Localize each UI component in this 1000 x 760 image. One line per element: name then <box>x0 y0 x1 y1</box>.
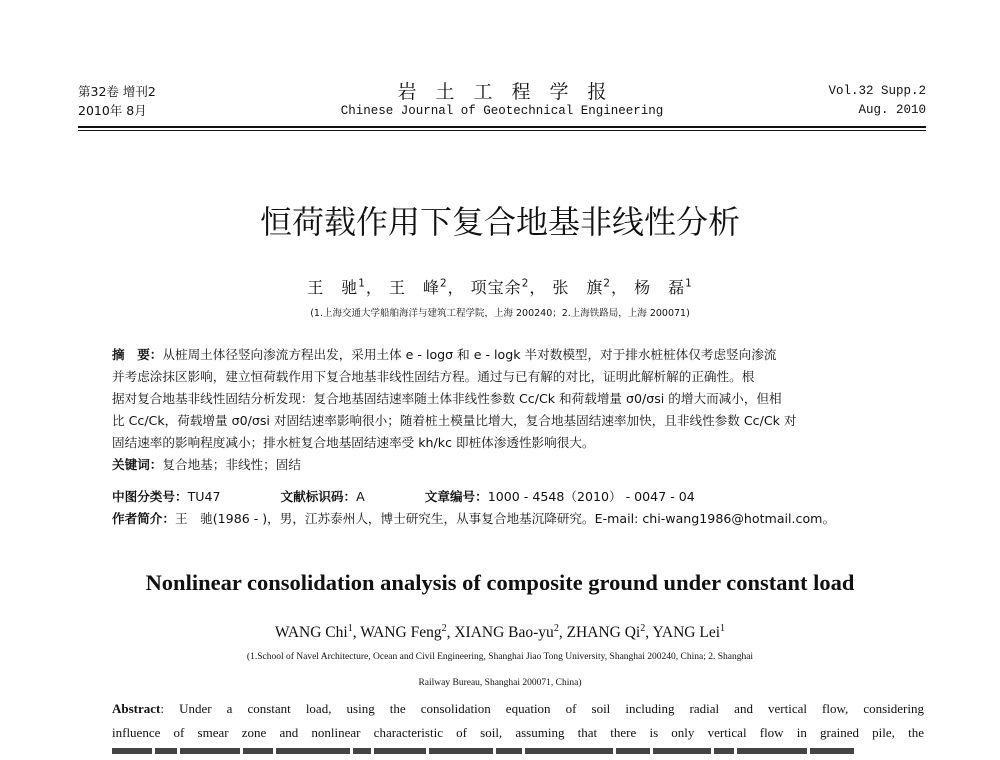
author-intro-label: 作者简介： <box>112 511 175 526</box>
author-cn: 王 峰 <box>388 278 440 297</box>
abstract-en-text-1: : Under a constant load, using the consolidation equation of soil including radial and vertical flow, considering <box>160 701 924 716</box>
author-sup: 2 <box>640 622 646 634</box>
clc-label: 中图分类号： <box>112 489 188 504</box>
abstract-cn-line: 并考虑涂抹区影响，建立恒荷载作用下复合地基非线性固结方程。通过与已有解的对比，证明此解析解的正确性。根 <box>112 369 755 384</box>
authors-en: WANG Chi$^1$, WANG Feng$^2$, XIANG Bao-$yu^2$, ZHANG Qi$^2$, YANG Lei$^1$ <box>274 622 726 641</box>
abstract-cn <box>112 344 924 476</box>
authors-cn: 王 驰$^1$， 王 峰$^2$， 项宝余$^2$， 张 旗$^2$， 杨 磊$^1$ <box>307 277 693 297</box>
author-sup: 1 <box>685 277 693 290</box>
clc-value: TU47 <box>187 489 221 504</box>
abstract-cn-line: 比 Cc/Ck，荷载增量 σ0/σsi 对固结速率影响很小；随着桩土模量比增大，复合地基固结速率加快，且非线性参数 Cc/Ck 对 <box>112 413 797 428</box>
abstract-cn-label: 摘 要： <box>112 347 163 362</box>
header-rule-thin <box>78 130 926 131</box>
author-en: ZHANG Qi <box>566 624 641 641</box>
author-cn: 杨 磊 <box>634 278 686 297</box>
author-sup: 2 <box>553 622 559 634</box>
volume-issue: 第32卷 增刊2 <box>78 84 156 99</box>
author-sup: 1 <box>720 622 726 634</box>
author-cn: 王 驰 <box>307 278 359 297</box>
abstract-en-line-1 <box>112 697 924 721</box>
abstract-en-label: Abstract <box>112 701 161 716</box>
author-sup: 2 <box>521 277 530 290</box>
journal-name-block <box>78 82 926 120</box>
doc-code-value: A <box>356 489 365 504</box>
running-header <box>78 82 926 124</box>
title-cn: 恒荷载作用下复合地基非线性分析 <box>259 203 740 241</box>
author-sup: 2 <box>441 622 447 634</box>
author-intro <box>112 508 942 530</box>
author-cn: 张 旗 <box>552 278 604 297</box>
article-no-label: 文章编号： <box>424 489 488 504</box>
author-en: XIANG Bao-yu <box>454 624 554 641</box>
author-intro-text: 王 驰(1986 - )，男，江苏泰州人，博士研究生，从事复合地基沉降研究。E-mail: chi-wang1986@hotmail.com。 <box>174 511 836 526</box>
author-en: WANG Feng <box>360 624 442 641</box>
abstract-cn-text-1: 从桩周土体径竖向渗流方程出发，采用土体 e - logσ 和 e - logk 半对数模型，对于排水桩桩体仅考虑竖向渗流 <box>162 347 777 362</box>
author-cn: 项宝余 <box>470 278 522 297</box>
title-en: Nonlinear consolidation analysis of composite ground under constant load <box>145 570 855 595</box>
author-en: YANG Lei <box>652 624 721 641</box>
abstract-cn-line: 固结速率的影响程度减小；排水桩复合地基固结速率受 kh/kc 即桩体渗透性影响很大。 <box>112 435 595 450</box>
abstract-en-line-2: influence of smear zone and nonlinear characteristic of soil, assuming that there is only vertical flow in grained pile, the <box>112 725 924 740</box>
year-month: 2010年 8月 <box>78 103 147 118</box>
author-sup: 2 <box>603 277 612 290</box>
doc-code-label: 文献标识码： <box>280 489 357 504</box>
abstract-cn-line <box>112 344 924 366</box>
affiliation-en-line-2: Railway Bureau, Shanghai 200071, China) <box>418 678 582 688</box>
article-no-value: 1000 - 4548（2010） - 0047 - 04 <box>487 489 695 504</box>
keywords-cn <box>112 454 924 476</box>
cropped-next-line <box>112 748 924 760</box>
classification-line <box>112 486 924 508</box>
affiliation-en-line-1: (1.School of Navel Architecture, Ocean and Civil Engineering, Shanghai Jiao Tong University, Shanghai 200240, China; 2. Shanghai <box>246 652 754 662</box>
author-sup: 1 <box>347 622 353 634</box>
volume-info-en <box>828 82 926 120</box>
abstract-cn-line: 据对复合地基非线性固结分析发现：复合地基固结速率随土体非线性参数 Cc/Ck 和荷载增量 σ0/σsi 的增大而减小，但相 <box>112 391 782 406</box>
keywords-label: 关键词： <box>112 457 163 472</box>
date-en: Aug. 2010 <box>858 103 926 117</box>
keywords-text: 复合地基；非线性；固结 <box>162 457 301 472</box>
author-sup: 2 <box>439 277 448 290</box>
journal-name-en: Chinese Journal of Geotechnical Engineering <box>340 104 664 118</box>
author-sup: 1 <box>358 277 366 290</box>
author-en: WANG Chi <box>274 624 348 641</box>
journal-name-cn: 岩土工程学报 <box>397 81 626 103</box>
abstract-en <box>112 697 924 745</box>
volume-supp: Vol.32 Supp.2 <box>828 84 926 98</box>
affiliation-cn: (1.上海交通大学船舶海洋与建筑工程学院，上海 200240；2.上海铁路局，上海 200071) <box>310 308 690 319</box>
header-rule-thick <box>78 126 926 128</box>
